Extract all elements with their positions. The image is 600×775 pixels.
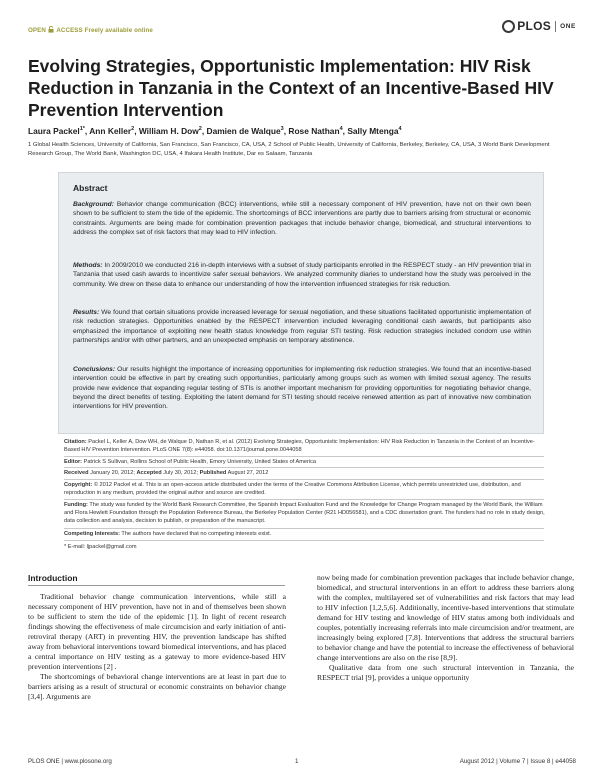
- abstract-heading: Abstract: [73, 183, 108, 193]
- published-label: Published: [199, 470, 227, 476]
- author-affiliation-mark: 2: [198, 126, 202, 133]
- abstract-conclusions: [73, 365, 531, 411]
- results-text: We found that certain situations provide increased leverage for sexual negotiation, and these situations facilitated opportunistic implementation of risk reduction strategies. Opportunities enabled by the RESPECT intervention included leveraging conditional cash awards, but participants also emphasized the importance of exploiting new health status knowledge from regular STI testing. Risk reduction strategies included condom use within partnerships and/or with other partners, and an unexpected emphasis on temporary abstinence.: [73, 309, 531, 344]
- accepted-date: July 30, 2012;: [161, 470, 200, 476]
- accepted-label: Accepted: [136, 470, 162, 476]
- meta-divider: [64, 456, 544, 457]
- meta-divider: [64, 499, 544, 500]
- author-name: Rose Nathan: [288, 126, 340, 136]
- freely-available-label: Freely available online: [84, 27, 153, 34]
- received-label: Received: [64, 470, 89, 476]
- plos-wordmark: PLOS: [517, 19, 552, 33]
- open-lock-icon: [48, 26, 54, 33]
- article-title: Evolving Strategies, Opportunistic Implementation: HIV Risk Reduction in Tanzania in the Context of an Incentive-Based HIV Prevention Intervention: [28, 56, 554, 120]
- meta-divider: [64, 467, 544, 468]
- body-paragraph: Traditional behavior change communication interventions, while still a necessary component of HIV prevention, have not in and of themselves been shown to be sufficient to stem the tide of the epidemic [1]. In light of recent research findings showing the effectiveness of male circumcision and early initiation of anti-retroviral therapy (ART) in preventing HIV, the prevention landscape has shifted away from behavioral interventions toward biomedical interventions, and has placed a central importance on HIV testing as a gateway to more evidence-based HIV prevention interventions [2] .: [28, 592, 286, 672]
- logo-divider: [555, 21, 556, 32]
- citation: [64, 438, 546, 454]
- author-affiliation-mark: 4: [339, 126, 343, 133]
- affiliations: 1 Global Health Sciences, University of California, San Francisco, San Francisco, CA, USA, 2 School of Public Health, University of California, Berkeley, Berkeley, CA, USA, 3 World Bank Development Research Group, The World Bank, Washington DC, USA, 4 Ifakara Health Institute, Dar es Salaam, Tanzania: [28, 142, 550, 157]
- author-name: Sally Mtenga: [347, 126, 399, 136]
- section-rule: [28, 585, 285, 586]
- journal-website: PLOS ONE | www.plosone.org: [28, 758, 112, 765]
- author-affiliation-mark: 4: [398, 126, 402, 133]
- dates: [64, 469, 546, 477]
- editor: [64, 458, 546, 466]
- background-text: Behavior change communication (BCC) interventions, while still a necessary component of HIV prevention, have not on their own been shown to be sufficient to stem the tide of the epidemic. The shortcomings of BCC interventions are partly due to barriers arising from structural or economic constraints. Arguments are being made for combination prevention packages that include behavior change, biomedical, and structural interventions to address the complex set of risk factors that may lead to HIV infection.: [73, 201, 531, 236]
- copyright-label: Copyright:: [64, 482, 93, 488]
- author-name: Ann Keller: [89, 126, 132, 136]
- one-wordmark: ONE: [560, 22, 576, 30]
- meta-divider: [64, 479, 544, 480]
- competing-interests-label: Competing Interests:: [64, 531, 120, 537]
- body-paragraph: Qualitative data from one such structural intervention in Tanzania, the RESPECT trial [9], provides a unique opportunity: [317, 663, 574, 683]
- competing-interests-text: The authors have declared that no competing interests exist.: [119, 531, 272, 537]
- page-header: [28, 17, 576, 37]
- conclusions-label: Conclusions:: [73, 366, 116, 373]
- author-name: William H. Dow: [138, 126, 199, 136]
- editor-text: Patrick S Sullivan, Rollins School of Public Health, Emory University, United States of America: [82, 459, 317, 465]
- citation-label: Citation:: [64, 439, 87, 445]
- meta-divider: [64, 540, 544, 541]
- funding: [64, 501, 546, 526]
- author-name: Damien de Walque: [206, 126, 281, 136]
- left-column: [28, 592, 286, 703]
- corresponding-email: * E-mail: ljpackel@gmail.com: [64, 544, 137, 550]
- access-label: ACCESS: [56, 27, 83, 34]
- published-date: August 27, 2012: [226, 470, 269, 476]
- background-label: Background:: [73, 201, 114, 208]
- copyright-text: © 2012 Packel et al. This is an open-access article distributed under the terms of the Creative Commons Attribution License, which permits unrestricted use, distribution, and reproduction in any medium, provided the original author and source are credited.: [64, 482, 521, 497]
- body-paragraph: The shortcomings of behavioral change interventions are at least in part due to barriers arising as a result of structural or economic constraints on behavior change [3,4]. Arguments are: [28, 672, 286, 702]
- author-affiliation-mark: 1*: [79, 126, 85, 133]
- page-footer: [28, 758, 576, 768]
- issue-info: August 2012 | Volume 7 | Issue 8 | e44058: [459, 758, 576, 765]
- author-affiliation-mark: 2: [131, 126, 135, 133]
- abstract-methods: [73, 261, 531, 289]
- conclusions-text: Our results highlight the importance of increasing opportunities for implementing risk reduction strategies. We found that an incentive-based intervention could be effective in part by creating such opportunities, particularly among groups such as women with limited sexual agency. The results provide new evidence that expanding regular testing of STIs is another important mechanism for providing opportunities for negotiating behavior change, beyond the direct benefits of testing. Exploiting the latent demand for STI testing should receive renewed attention as part of innovative new combination interventions for HIV prevention.: [73, 366, 531, 411]
- meta-divider: [64, 528, 544, 529]
- copyright: [64, 481, 546, 497]
- abstract-box: [58, 172, 544, 434]
- journal-logo: [502, 19, 576, 33]
- methods-label: Methods:: [73, 262, 103, 269]
- results-label: Results:: [73, 309, 100, 316]
- abstract-background: [73, 200, 531, 237]
- author-name: Laura Packel: [28, 126, 80, 136]
- funding-text: The study was funded by the World Bank Research Committee, the Spanish Impact Evaluation Fund and the Knowledge for Change Program managed by the World Bank, the William and Flora Hewlett Foundation through the Population Reference Bureau, the Berkeley Population Center (R21 HD056581), and a CDC dissertation grant. The funders had no role in study design, data collection and analysis, decision to publish, or preparation of the manuscript.: [64, 502, 545, 525]
- open-access-label: OPEN: [28, 27, 46, 34]
- author-affiliation-mark: 3: [280, 126, 284, 133]
- author-list: Laura Packel$^{1*}$, Ann Keller$^2$, William H. Dow$^2$, Damien de Walque$^3$, Rose Nathan$^4$, Sally Mtenga$^4$: [28, 126, 402, 136]
- abstract-results: [73, 308, 531, 345]
- editor-label: Editor:: [64, 459, 83, 465]
- body-paragraph: now being made for combination prevention packages that include behavior change, biomedical, and structural interventions in an effort to address these barriers along with the complex, multilayered set of vulnerabilities and risk factors that may lead to HIV infection [1,2,5,6]. Additionally, incentive-based interventions that stimulate demand for HIV testing and knowledge of HIV status among both individuals and couples, potentially increasing referrals into male circumcision and/or treatment, are increasingly being explored [7,8]. Interventions that address the structural barriers to behavior change and have the potential to increase the effectiveness of behavioral change interventions are also on the rise [8,9].: [317, 573, 574, 663]
- section-heading-introduction: Introduction: [28, 573, 78, 583]
- methods-text: In 2009/2010 we conducted 216 in-depth interviews with a subset of study participants enrolled in the RESPECT study - an HIV prevention trial in Tanzania that used cash awards to incentivize safer sexual behaviors. We analyzed community diaries to understand how the study was perceived in the community. We drew on these data to enhance our understanding of how the intervention influenced strategies for risk reduction.: [73, 262, 531, 288]
- plos-circle-icon: [502, 20, 515, 33]
- open-access-badge: [28, 26, 153, 34]
- received-date: January 20, 2012;: [88, 470, 137, 476]
- funding-label: Funding:: [64, 502, 88, 508]
- right-column: [317, 573, 574, 684]
- competing-interests: [64, 530, 546, 538]
- citation-text: Packel L, Keller A, Dow WH, de Walque D, Nathan R, et al. (2012) Evolving Strategies, Opportunistic Implementation: HIV Risk Reduction in Tanzania in the Context of an Incentive-Based HIV Prevention Intervention. PLoS ONE 7(8): e44058. doi:10.1371/journal.pone.0044058: [64, 439, 535, 454]
- page-number: 1: [295, 758, 299, 765]
